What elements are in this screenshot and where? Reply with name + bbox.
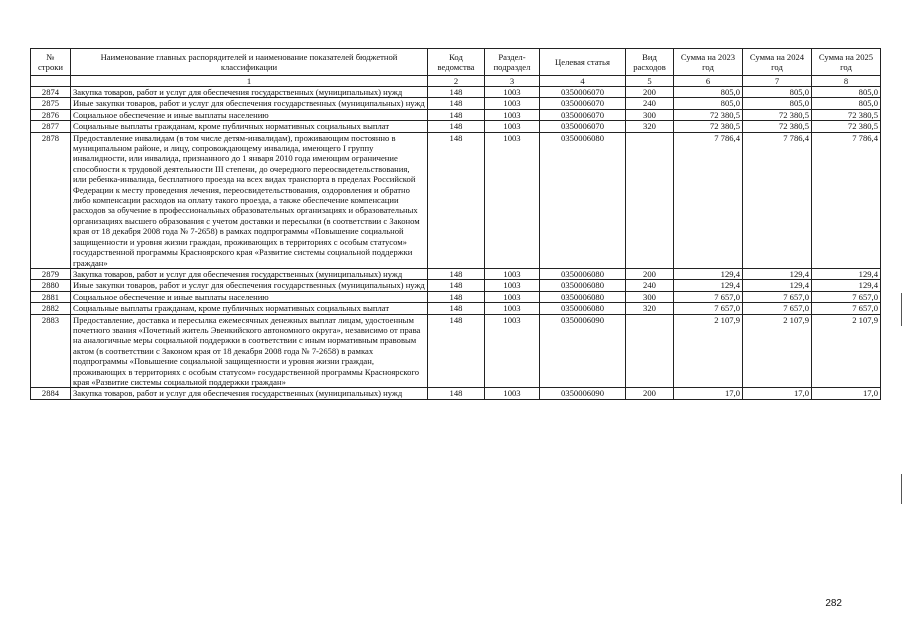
row-number: 2874 [31, 87, 71, 98]
row-target-article: 0350006090 [540, 388, 626, 399]
row-sum-2023: 2 107,9 [674, 314, 743, 388]
row-number: 2875 [31, 98, 71, 109]
row-name: Иные закупки товаров, работ и услуг для обеспечения государственных (муниципальных) нужд [71, 98, 428, 109]
index-cell: 7 [743, 76, 812, 87]
row-dept-code: 148 [428, 303, 485, 314]
row-sum-2024: 72 380,5 [743, 121, 812, 132]
row-sum-2023: 72 380,5 [674, 109, 743, 120]
index-cell [31, 76, 71, 87]
row-target-article: 0350006080 [540, 132, 626, 268]
row-sum-2024: 17,0 [743, 388, 812, 399]
table-row [31, 98, 881, 109]
row-dept-code: 148 [428, 109, 485, 120]
header-name: Наименование главных распорядителей и наименование показателей бюджетной классификации [71, 49, 428, 76]
row-name: Социальные выплаты гражданам, кроме публичных нормативных социальных выплат [71, 303, 428, 314]
scan-edge-mark [901, 474, 902, 504]
page-number: 282 [825, 598, 842, 609]
row-section: 1003 [485, 109, 540, 120]
row-sum-2023: 7 657,0 [674, 291, 743, 302]
row-number: 2882 [31, 303, 71, 314]
header-dept-code: Код ведомства [428, 49, 485, 76]
row-number: 2881 [31, 291, 71, 302]
row-dept-code: 148 [428, 388, 485, 399]
row-expense-type: 300 [626, 109, 674, 120]
row-expense-type: 200 [626, 388, 674, 399]
row-dept-code: 148 [428, 98, 485, 109]
table-row [31, 388, 881, 399]
table-row [31, 121, 881, 132]
index-cell: 5 [626, 76, 674, 87]
row-target-article: 0350006090 [540, 314, 626, 388]
row-number: 2884 [31, 388, 71, 399]
header-expense-type: Вид расходов [626, 49, 674, 76]
table-row [31, 291, 881, 302]
table-row [31, 280, 881, 291]
header-sum-2024: Сумма на 2024 год [743, 49, 812, 76]
row-sum-2025: 129,4 [812, 268, 881, 279]
header-target-article: Целевая статья [540, 49, 626, 76]
row-section: 1003 [485, 291, 540, 302]
row-number: 2877 [31, 121, 71, 132]
index-cell: 8 [812, 76, 881, 87]
budget-table [30, 48, 881, 400]
row-sum-2024: 805,0 [743, 87, 812, 98]
row-name: Иные закупки товаров, работ и услуг для обеспечения государственных (муниципальных) нужд [71, 280, 428, 291]
index-cell: 4 [540, 76, 626, 87]
index-cell: 3 [485, 76, 540, 87]
row-dept-code: 148 [428, 280, 485, 291]
row-dept-code: 148 [428, 132, 485, 268]
row-expense-type: 200 [626, 87, 674, 98]
row-dept-code: 148 [428, 268, 485, 279]
row-section: 1003 [485, 87, 540, 98]
row-name: Социальные выплаты гражданам, кроме публичных нормативных социальных выплат [71, 121, 428, 132]
row-sum-2025: 2 107,9 [812, 314, 881, 388]
row-name: Предоставление, доставка и пересылка ежемесячных денежных выплат лицам, удостоенным почетного звания «Почетный житель Эвенкийского автономного округа», независимо от права на аналогичные меры социальной поддержки в соответствии с иным нормативным правовым актом (в соответствии с Законом края от 18 декабря 2008 года № 7-2658) в рамках подпрограммы «Повышение социальной защищенности и уровня жизни граждан, проживающих в территориях с особым статусом» государственной программы Красноярского края «Развитие системы социальной поддержки граждан» [71, 314, 428, 388]
row-sum-2025: 72 380,5 [812, 109, 881, 120]
row-sum-2023: 7 657,0 [674, 303, 743, 314]
header-row [31, 49, 881, 76]
row-section: 1003 [485, 268, 540, 279]
row-sum-2023: 805,0 [674, 87, 743, 98]
table-row [31, 109, 881, 120]
row-sum-2025: 129,4 [812, 280, 881, 291]
row-sum-2024: 129,4 [743, 268, 812, 279]
scan-edge-mark [901, 293, 902, 326]
row-target-article: 0350006070 [540, 121, 626, 132]
row-name: Социальное обеспечение и иные выплаты населению [71, 109, 428, 120]
row-sum-2023: 129,4 [674, 268, 743, 279]
column-index-row [31, 76, 881, 87]
row-name: Предоставление инвалидам (в том числе детям-инвалидам), проживающим постоянно в муниципальном районе, и лицу, сопровождающему инвалида, имеющего I группу инвалидности, или инвалида, признанного до 1 января 2010 года имеющим ограничение способности к трудовой деятельности III степени, до очередного переосвидетельствования, или ребенка-инвалида, бесплатного проезда на всех видах транспорта в пределах Российской Федерации к месту проведения лечения, переосвидетельствования, оздоровления и обратно либо компенсации расходов на оплату такого проезда, а также обеспечение компенсации расходов за обучение в профессиональных образовательных организациях и образовательных организациях высшего образования с учетом доставки и пересылки (в соответствии с Законом края от 18 декабря 2008 года № 7-2658) в рамках подпрограммы «Повышение социальной защищенности и уровня жизни граждан, проживающих в территориях с особым статусом» государственной программы Красноярского края «Развитие системы социальной поддержки граждан» [71, 132, 428, 268]
row-sum-2023: 7 786,4 [674, 132, 743, 268]
row-sum-2025: 805,0 [812, 87, 881, 98]
row-expense-type: 320 [626, 121, 674, 132]
row-section: 1003 [485, 280, 540, 291]
row-sum-2024: 7 657,0 [743, 303, 812, 314]
header-sum-2023: Сумма на 2023 год [674, 49, 743, 76]
table-row [31, 132, 881, 268]
row-sum-2024: 72 380,5 [743, 109, 812, 120]
row-number: 2878 [31, 132, 71, 268]
row-name: Закупка товаров, работ и услуг для обеспечения государственных (муниципальных) нужд [71, 87, 428, 98]
row-number: 2880 [31, 280, 71, 291]
row-section: 1003 [485, 132, 540, 268]
table-row [31, 87, 881, 98]
row-target-article: 0350006080 [540, 268, 626, 279]
header-section: Раздел- подраздел [485, 49, 540, 76]
index-cell: 2 [428, 76, 485, 87]
row-name: Социальное обеспечение и иные выплаты населению [71, 291, 428, 302]
table-row [31, 314, 881, 388]
header-row-no: № строки [31, 49, 71, 76]
table-row [31, 303, 881, 314]
header-sum-2025: Сумма на 2025 год [812, 49, 881, 76]
row-name: Закупка товаров, работ и услуг для обеспечения государственных (муниципальных) нужд [71, 268, 428, 279]
row-expense-type [626, 132, 674, 268]
row-dept-code: 148 [428, 291, 485, 302]
row-target-article: 0350006080 [540, 291, 626, 302]
row-sum-2023: 805,0 [674, 98, 743, 109]
row-dept-code: 148 [428, 314, 485, 388]
row-number: 2883 [31, 314, 71, 388]
row-expense-type: 200 [626, 268, 674, 279]
table-body [31, 87, 881, 400]
index-cell: 1 [71, 76, 428, 87]
row-sum-2024: 2 107,9 [743, 314, 812, 388]
row-dept-code: 148 [428, 121, 485, 132]
row-sum-2024: 805,0 [743, 98, 812, 109]
row-number: 2876 [31, 109, 71, 120]
index-cell: 6 [674, 76, 743, 87]
row-sum-2025: 805,0 [812, 98, 881, 109]
row-target-article: 0350006080 [540, 303, 626, 314]
row-sum-2025: 72 380,5 [812, 121, 881, 132]
row-sum-2023: 72 380,5 [674, 121, 743, 132]
row-number: 2879 [31, 268, 71, 279]
table-row [31, 268, 881, 279]
row-name: Закупка товаров, работ и услуг для обеспечения государственных (муниципальных) нужд [71, 388, 428, 399]
row-target-article: 0350006070 [540, 98, 626, 109]
row-sum-2025: 17,0 [812, 388, 881, 399]
row-expense-type: 300 [626, 291, 674, 302]
row-target-article: 0350006070 [540, 109, 626, 120]
row-target-article: 0350006080 [540, 280, 626, 291]
row-sum-2023: 129,4 [674, 280, 743, 291]
row-sum-2024: 7 657,0 [743, 291, 812, 302]
row-sum-2024: 7 786,4 [743, 132, 812, 268]
row-section: 1003 [485, 388, 540, 399]
row-section: 1003 [485, 98, 540, 109]
row-expense-type: 320 [626, 303, 674, 314]
row-sum-2025: 7 657,0 [812, 303, 881, 314]
row-sum-2023: 17,0 [674, 388, 743, 399]
row-expense-type: 240 [626, 98, 674, 109]
row-section: 1003 [485, 314, 540, 388]
row-dept-code: 148 [428, 87, 485, 98]
row-target-article: 0350006070 [540, 87, 626, 98]
row-sum-2024: 129,4 [743, 280, 812, 291]
row-sum-2025: 7 657,0 [812, 291, 881, 302]
row-expense-type [626, 314, 674, 388]
row-section: 1003 [485, 121, 540, 132]
row-expense-type: 240 [626, 280, 674, 291]
row-sum-2025: 7 786,4 [812, 132, 881, 268]
row-section: 1003 [485, 303, 540, 314]
